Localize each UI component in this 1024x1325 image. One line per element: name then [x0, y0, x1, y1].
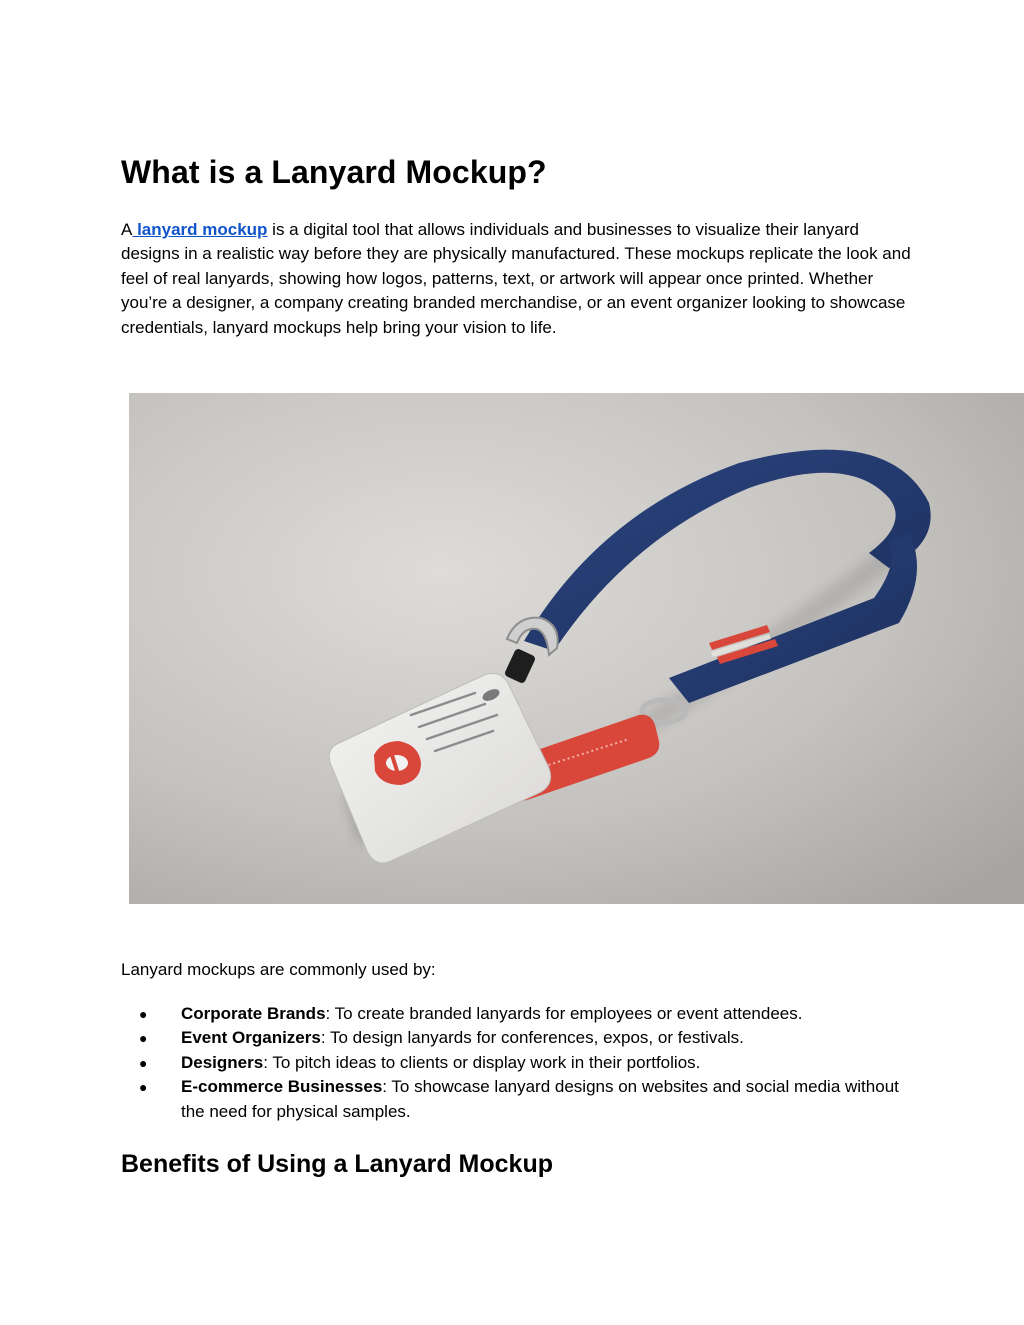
intro-paragraph	[121, 218, 911, 340]
bullet-icon: ●	[139, 1030, 148, 1047]
use-term: Designers	[181, 1052, 264, 1072]
list-item	[121, 1051, 921, 1075]
use-description: : To showcase lanyard designs on websites and social media without the need for physical samples.	[181, 1077, 899, 1121]
lanyard-illustration	[129, 393, 1024, 904]
used-by-intro: Lanyard mockups are commonly used by:	[121, 960, 436, 979]
use-description: : To design lanyards for conferences, expos, or festivals.	[320, 1028, 744, 1048]
use-description: : To create branded lanyards for employees or event attendees.	[325, 1004, 803, 1023]
list-item	[121, 1002, 921, 1026]
bullet-icon: ●	[139, 1006, 148, 1022]
bullet-icon: ●	[139, 1079, 148, 1096]
lanyard-mockup-link[interactable]: lanyard mockup	[132, 220, 268, 239]
use-term: Corporate Brands	[181, 1004, 326, 1023]
bullet-icon: ●	[139, 1054, 148, 1071]
use-term: Event Organizers	[181, 1028, 321, 1048]
intro-body: is a digital tool that allows individuals and businesses to visualize their lanyard designs in a realistic way before they are physically manufactured. These mockups replicate the look and feel of real lanyards, showing how logos, patterns, text, or artwork will appear once printed. Whether you’re a designer, a company creating branded merchandise, or an event organizer looking to showcase credentials, lanyard mockups help bring your vision to life.	[121, 220, 911, 337]
section-heading: Benefits of Using a Lanyard Mockup	[121, 1150, 554, 1178]
uses-list	[121, 1002, 921, 1124]
list-item	[121, 1026, 921, 1050]
list-item	[121, 1075, 921, 1124]
intro-prefix: A	[121, 220, 133, 239]
use-term: E-commerce Businesses	[181, 1077, 383, 1097]
lanyard-photo	[129, 393, 1024, 904]
page-title: What is a Lanyard Mockup?	[121, 154, 547, 190]
use-description: : To pitch ideas to clients or display work in their portfolios.	[263, 1052, 701, 1072]
